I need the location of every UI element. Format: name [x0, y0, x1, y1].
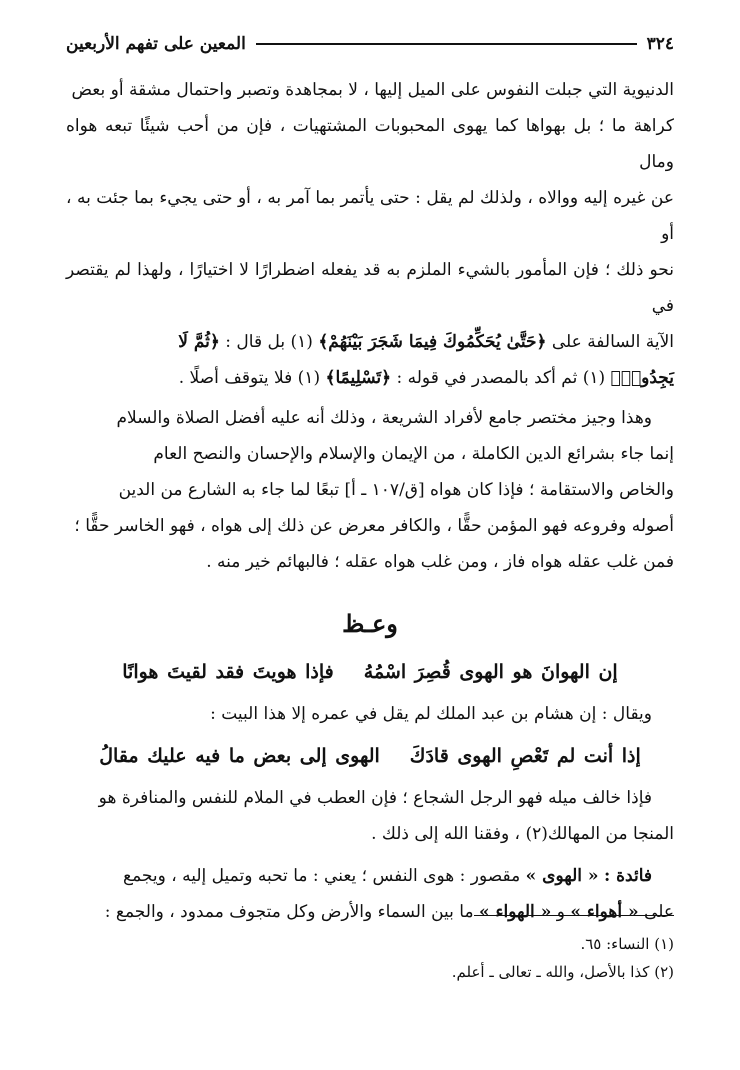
- text-run: (١) فلا يتوقف أصلًا .: [178, 368, 321, 388]
- benefit-paragraph: [66, 858, 674, 930]
- quran-quote: ﴿ثُمَّ لَا: [178, 332, 220, 352]
- verse-intro: ويقال : إن هشام بن عبد الملك لم يقل في عمره إلا هذا البيت :: [210, 704, 652, 724]
- paragraph-line: [66, 360, 674, 396]
- paragraph-line: [66, 858, 674, 894]
- paragraph-line: كراهة ما ؛ بل بهواها كما يهوى المحبوبات المشتهيات ، فإن من أحب شيئًا تبعه هواه ومال: [66, 116, 674, 172]
- paragraph-line: أصوله وفروعه فهو المؤمن حقًّا ، والكافر معرض عن ذلك إلى هواه ، فهو الخاسر حقًّا ؛: [74, 516, 674, 536]
- text-run: (١) بل قال :: [225, 332, 313, 352]
- paragraph-line: وهذا وجيز مختصر جامع لأفراد الشريعة ، وذلك أنه عليه أفضل الصلاة والسلام: [116, 408, 652, 428]
- term: « أهواء »: [570, 902, 639, 922]
- quran-quote: ﴿تَسْلِيمًا﴾: [325, 368, 392, 388]
- text-run: و: [556, 902, 565, 922]
- paragraph-line: نحو ذلك ؛ فإن المأمور بالشيء الملزم به قد يفعله اضطرارًا لا اختيارًا ، ولهذا لم يقتصر في: [66, 260, 674, 316]
- paragraph-line: فمن غلب عقله هواه فاز ، ومن غلب هواه عقله ؛ فالبهائم خير منه .: [206, 552, 674, 572]
- paragraph-line: المنجا من المهالك(٢) ، وفقنا الله إلى ذلك .: [371, 824, 674, 844]
- benefit-label: فائدة :: [603, 866, 652, 886]
- footnote-rule: [474, 915, 674, 916]
- paragraph-line: الدنيوية التي جبلت النفوس على الميل إليها ، لا بمجاهدة وتصبر واحتمال مشقة أو بعض: [71, 80, 674, 100]
- section-heading: وعـظ: [342, 609, 398, 638]
- text-run: مقصور : هوى النفس ؛ يعني : ما تحبه وتميل إليه ، ويجمع: [123, 866, 521, 886]
- verse-hemistich: إن الهوانَ هو الهوى قُصِرَ اسْمُهُ: [363, 661, 618, 683]
- footnote: (٢) كذا بالأصل، والله ـ تعالى ـ أعلم.: [451, 963, 674, 981]
- footnotes: [66, 930, 674, 986]
- term: « الهواء »: [479, 902, 552, 922]
- paragraph-line: عن غيره إليه ووالاه ، ولذلك لم يقل : حتى يأتمر بما آمر به ، أو حتى يجيء بما جئت به ، أو: [66, 188, 674, 244]
- text-run: على: [644, 902, 674, 922]
- poetry-verse: [66, 652, 674, 692]
- page-number: ٣٢٤: [646, 34, 674, 54]
- poetry-verse: [66, 736, 674, 776]
- paragraph-1: [66, 72, 674, 396]
- text-run: ما بين السماء والأرض وكل متجوف ممدود ، والجمع :: [104, 902, 474, 922]
- quran-quote: يَجِدُوا۟﴾: [610, 368, 674, 388]
- paragraph-line: [66, 894, 674, 930]
- quran-quote: ﴿حَتَّىٰ يُحَكِّمُوكَ فِيمَا شَجَرَ بَيْنَهُمْ﴾: [318, 332, 547, 352]
- paragraph-2: [66, 400, 674, 580]
- header-rule: [256, 43, 637, 45]
- verse-hemistich: إذا أنت لم تَعْصِ الهوى قادَكَ: [409, 745, 641, 767]
- paragraph-line: إنما جاء بشرائع الدين الكاملة ، من الإيمان والإسلام والإحسان والنصح العام: [153, 444, 674, 464]
- paragraph-line: [66, 324, 674, 360]
- paragraph-3: [66, 780, 674, 852]
- verse-hemistich: فإذا هويتَ فقد لقيتَ هوانًا: [122, 661, 334, 683]
- footnote: (١) النساء: ٦٥.: [580, 935, 674, 953]
- verse-hemistich: الهوى إلى بعض ما فيه عليك مقالُ: [99, 745, 380, 767]
- term: « الهوى »: [525, 866, 599, 886]
- running-title: المعين على تفهم الأربعين: [66, 34, 246, 54]
- running-header: [66, 26, 674, 62]
- text-run: (١) ثم أكد بالمصدر في قوله :: [396, 368, 606, 388]
- paragraph-line: والخاص والاستقامة ؛ فإذا كان هواه [ق/١٠٧ ـ أ] تبعًا لما جاء به الشارع من الدين: [118, 480, 674, 500]
- text-run: الآية السالفة على: [551, 332, 674, 352]
- paragraph-line: فإذا خالف ميله فهو الرجل الشجاع ؛ فإن العطب في الملام للنفس والمنافرة هو: [98, 788, 652, 808]
